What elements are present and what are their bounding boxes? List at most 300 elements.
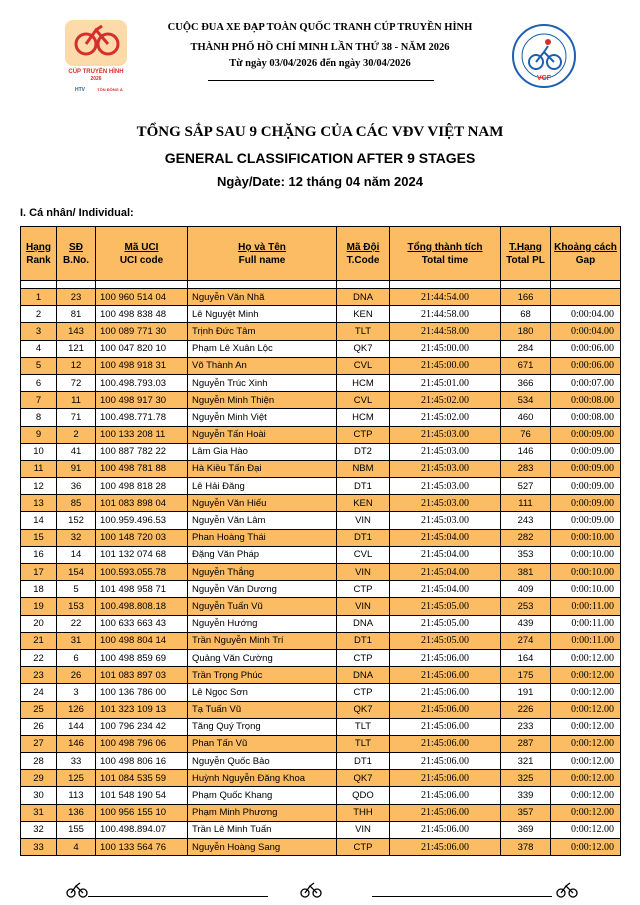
cell-uci-code: 101 083 898 04 — [96, 495, 188, 512]
cell-total-pl: 146 — [501, 443, 551, 460]
cell-total-pl: 353 — [501, 546, 551, 563]
cell-name: Phạm Quốc Khang — [188, 787, 337, 804]
cell-uci-code: 100 133 208 11 — [96, 426, 188, 443]
cell-team-code: TLT — [337, 718, 390, 735]
cell-total-pl: 233 — [501, 718, 551, 735]
cell-gap: 0:00:12.00 — [551, 667, 621, 684]
cell-rank: 7 — [21, 392, 57, 409]
cell-uci-code: 100 498 804 14 — [96, 632, 188, 649]
cell-gap: 0:00:12.00 — [551, 787, 621, 804]
table-row — [21, 667, 621, 684]
cell-team-code: QK7 — [337, 340, 390, 357]
cell-team-code: DT2 — [337, 443, 390, 460]
cell-uci-code: 100 498 859 69 — [96, 649, 188, 666]
cell-total-time: 21:45:02.00 — [390, 409, 501, 426]
cell-bib: 71 — [57, 409, 96, 426]
cell-total-time: 21:45:03.00 — [390, 460, 501, 477]
col-header-total-time: Tổng thành tích Total time — [390, 227, 501, 281]
cell-team-code: DT1 — [337, 478, 390, 495]
cell-rank: 1 — [21, 289, 57, 306]
cell-gap: 0:00:04.00 — [551, 306, 621, 323]
cyclist-icon — [300, 880, 322, 898]
table-row — [21, 512, 621, 529]
cell-bib: 85 — [57, 495, 96, 512]
cell-rank: 13 — [21, 495, 57, 512]
cell-bib: 22 — [57, 615, 96, 632]
cell-name: Trần Nguyễn Minh Trí — [188, 632, 337, 649]
cell-uci-code: 100.593.055.78 — [96, 564, 188, 581]
report-date: Ngày/Date: 12 tháng 04 năm 2024 — [217, 174, 423, 189]
cell-name: Phan Hoàng Thái — [188, 529, 337, 546]
cell-name: Nguyễn Thắng — [188, 564, 337, 581]
cell-bib: 146 — [57, 735, 96, 752]
cell-rank: 9 — [21, 426, 57, 443]
cell-total-pl: 366 — [501, 374, 551, 391]
table-row — [21, 804, 621, 821]
table-row — [21, 409, 621, 426]
logo-left-sponsor: TÔN ĐÔNG Á — [97, 87, 123, 92]
table-row — [21, 821, 621, 838]
cell-total-pl: 111 — [501, 495, 551, 512]
cell-bib: 31 — [57, 632, 96, 649]
cell-total-time: 21:45:05.00 — [390, 598, 501, 615]
cell-uci-code: 100 498 818 28 — [96, 478, 188, 495]
cell-gap: 0:00:08.00 — [551, 392, 621, 409]
cell-gap: 0:00:08.00 — [551, 409, 621, 426]
cell-rank: 8 — [21, 409, 57, 426]
cell-gap: 0:00:06.00 — [551, 357, 621, 374]
table-header-row — [21, 227, 621, 281]
cell-total-pl: 321 — [501, 753, 551, 770]
header-line-2: THÀNH PHỐ HỒ CHÍ MINH LẦN THỨ 38 - NĂM 2026 — [190, 42, 450, 53]
cell-name: Lê Nguyệt Minh — [188, 306, 337, 323]
cup-truyen-hinh-logo — [62, 18, 130, 98]
header-divider — [208, 80, 434, 81]
cell-rank: 26 — [21, 718, 57, 735]
cell-gap: 0:00:06.00 — [551, 340, 621, 357]
cell-team-code: VIN — [337, 598, 390, 615]
cell-total-time: 21:45:03.00 — [390, 478, 501, 495]
cell-total-pl: 527 — [501, 478, 551, 495]
cell-total-time: 21:45:05.00 — [390, 615, 501, 632]
cell-total-time: 21:45:06.00 — [390, 753, 501, 770]
cell-rank: 24 — [21, 684, 57, 701]
cell-gap: 0:00:09.00 — [551, 426, 621, 443]
cell-uci-code: 101 498 958 71 — [96, 581, 188, 598]
cell-name: Tạ Tuấn Vũ — [188, 701, 337, 718]
cell-bib: 41 — [57, 443, 96, 460]
cell-team-code: CVL — [337, 392, 390, 409]
cell-total-pl: 274 — [501, 632, 551, 649]
col-header-name: Họ và Tên Full name — [188, 227, 337, 281]
cell-bib: 33 — [57, 753, 96, 770]
cell-team-code: DNA — [337, 615, 390, 632]
cell-bib: 153 — [57, 598, 96, 615]
cell-gap: 0:00:12.00 — [551, 804, 621, 821]
cell-uci-code: 100 498 918 31 — [96, 357, 188, 374]
cell-team-code: CTP — [337, 581, 390, 598]
cell-rank: 10 — [21, 443, 57, 460]
cell-gap: 0:00:04.00 — [551, 323, 621, 340]
table-row — [21, 839, 621, 856]
cell-gap: 0:00:07.00 — [551, 374, 621, 391]
cell-rank: 5 — [21, 357, 57, 374]
col-header-gap: Khoảng cách Gap — [551, 227, 621, 281]
cell-uci-code: 101 323 109 13 — [96, 701, 188, 718]
cell-total-time: 21:45:05.00 — [390, 632, 501, 649]
cell-team-code: TLT — [337, 323, 390, 340]
cell-team-code: THH — [337, 804, 390, 821]
cell-name: Nguyễn Văn Nhã — [188, 289, 337, 306]
cell-rank: 33 — [21, 839, 57, 856]
cell-total-pl: 180 — [501, 323, 551, 340]
header-line-1: CUỘC ĐUA XE ĐẠP TOÀN QUỐC TRANH CÚP TRUYỀN HÌNH — [167, 22, 473, 33]
cell-name: Huỳnh Nguyễn Đăng Khoa — [188, 770, 337, 787]
cell-name: Phạm Lê Xuân Lộc — [188, 340, 337, 357]
cell-bib: 136 — [57, 804, 96, 821]
table-body — [21, 289, 621, 856]
cell-gap — [551, 289, 621, 306]
cell-bib: 155 — [57, 821, 96, 838]
cell-name: Đặng Văn Pháp — [188, 546, 337, 563]
cell-total-time: 21:45:06.00 — [390, 684, 501, 701]
cell-total-pl: 369 — [501, 821, 551, 838]
vcf-logo-text: VCF — [537, 75, 551, 82]
table-row — [21, 546, 621, 563]
cell-total-pl: 409 — [501, 581, 551, 598]
cell-uci-code: 101 132 074 68 — [96, 546, 188, 563]
cell-name: Trần Trọng Phúc — [188, 667, 337, 684]
cell-uci-code: 101 084 535 59 — [96, 770, 188, 787]
cell-bib: 91 — [57, 460, 96, 477]
cell-name: Nguyễn Tuấn Vũ — [188, 598, 337, 615]
cell-total-pl: 460 — [501, 409, 551, 426]
footer-line-right — [372, 896, 552, 897]
cell-gap: 0:00:12.00 — [551, 821, 621, 838]
table-row — [21, 718, 621, 735]
table-row — [21, 701, 621, 718]
cell-bib: 36 — [57, 478, 96, 495]
logo-left-text: CÚP TRUYỀN HÌNH — [68, 69, 124, 75]
table-row — [21, 392, 621, 409]
cell-name: Quảng Văn Cường — [188, 649, 337, 666]
table-row — [21, 735, 621, 752]
table-row — [21, 598, 621, 615]
cell-rank: 3 — [21, 323, 57, 340]
logo-left-htv: HTV — [75, 87, 85, 93]
cell-name: Trịnh Đức Tâm — [188, 323, 337, 340]
cell-total-time: 21:45:03.00 — [390, 443, 501, 460]
cell-total-time: 21:45:06.00 — [390, 804, 501, 821]
cell-name: Nguyễn Minh Việt — [188, 409, 337, 426]
cell-uci-code: 100 498 806 16 — [96, 753, 188, 770]
cell-total-time: 21:45:04.00 — [390, 564, 501, 581]
cell-name: Nguyễn Tấn Hoài — [188, 426, 337, 443]
cell-team-code: QK7 — [337, 770, 390, 787]
cell-rank: 6 — [21, 374, 57, 391]
cell-team-code: DNA — [337, 667, 390, 684]
cell-total-pl: 378 — [501, 839, 551, 856]
cell-total-time: 21:45:03.00 — [390, 426, 501, 443]
table-row — [21, 426, 621, 443]
cell-rank: 4 — [21, 340, 57, 357]
cell-bib: 121 — [57, 340, 96, 357]
table-row — [21, 649, 621, 666]
cell-team-code: VIN — [337, 512, 390, 529]
cell-rank: 11 — [21, 460, 57, 477]
cell-total-time: 21:44:58.00 — [390, 323, 501, 340]
cell-uci-code: 100.498.808.18 — [96, 598, 188, 615]
col-header-rank: Hạng Rank — [21, 227, 57, 281]
cell-gap: 0:00:12.00 — [551, 684, 621, 701]
cell-total-time: 21:45:06.00 — [390, 667, 501, 684]
cell-uci-code: 100 133 564 76 — [96, 839, 188, 856]
cell-uci-code: 100 047 820 10 — [96, 340, 188, 357]
cell-gap: 0:00:09.00 — [551, 460, 621, 477]
cyclist-icon — [556, 880, 578, 898]
table-row — [21, 460, 621, 477]
cell-total-time: 21:45:03.00 — [390, 512, 501, 529]
cell-rank: 23 — [21, 667, 57, 684]
table-row — [21, 443, 621, 460]
cell-uci-code: 100 089 771 30 — [96, 323, 188, 340]
cell-total-pl: 283 — [501, 460, 551, 477]
cell-team-code: VIN — [337, 821, 390, 838]
cell-total-time: 21:45:06.00 — [390, 735, 501, 752]
cell-rank: 31 — [21, 804, 57, 821]
vcf-logo-rider-head — [545, 39, 551, 45]
header-spacer — [21, 281, 621, 289]
cell-rank: 14 — [21, 512, 57, 529]
cell-uci-code: 101 548 190 54 — [96, 787, 188, 804]
table-row — [21, 495, 621, 512]
cell-gap: 0:00:11.00 — [551, 598, 621, 615]
cell-total-time: 21:45:04.00 — [390, 581, 501, 598]
cell-total-time: 21:45:03.00 — [390, 495, 501, 512]
cell-total-pl: 534 — [501, 392, 551, 409]
cell-name: Nguyễn Trúc Xinh — [188, 374, 337, 391]
cell-name: Tăng Quý Trọng — [188, 718, 337, 735]
cell-bib: 143 — [57, 323, 96, 340]
cell-name: Nguyễn Hướng — [188, 615, 337, 632]
table-row — [21, 684, 621, 701]
cell-gap: 0:00:10.00 — [551, 581, 621, 598]
cell-team-code: CVL — [337, 357, 390, 374]
cell-team-code: DT1 — [337, 529, 390, 546]
title-english: GENERAL CLASSIFICATION AFTER 9 STAGES — [164, 150, 476, 166]
cell-rank: 18 — [21, 581, 57, 598]
cell-uci-code: 100.498.771.78 — [96, 409, 188, 426]
cell-total-time: 21:45:06.00 — [390, 649, 501, 666]
cell-team-code: QK7 — [337, 701, 390, 718]
cell-rank: 19 — [21, 598, 57, 615]
col-header-total-pl: T.Hạng Total PL — [501, 227, 551, 281]
cell-total-time: 21:45:04.00 — [390, 546, 501, 563]
cell-name: Võ Thành An — [188, 357, 337, 374]
cell-bib: 125 — [57, 770, 96, 787]
cell-total-time: 21:45:01.00 — [390, 374, 501, 391]
table-row — [21, 323, 621, 340]
cell-uci-code: 100 148 720 03 — [96, 529, 188, 546]
cell-name: Nguyễn Quốc Bảo — [188, 753, 337, 770]
cell-total-time: 21:44:58.00 — [390, 306, 501, 323]
cell-gap: 0:00:09.00 — [551, 495, 621, 512]
cell-uci-code: 100 498 796 06 — [96, 735, 188, 752]
col-header-bib: SĐ B.No. — [57, 227, 96, 281]
cell-bib: 3 — [57, 684, 96, 701]
cell-total-pl: 671 — [501, 357, 551, 374]
cell-uci-code: 100 633 663 43 — [96, 615, 188, 632]
cell-name: Nguyễn Văn Hiếu — [188, 495, 337, 512]
cell-name: Trần Lê Minh Tuấn — [188, 821, 337, 838]
cell-rank: 32 — [21, 821, 57, 838]
cell-total-time: 21:45:06.00 — [390, 787, 501, 804]
cell-total-pl: 76 — [501, 426, 551, 443]
cell-uci-code: 100 956 155 10 — [96, 804, 188, 821]
cell-gap: 0:00:09.00 — [551, 478, 621, 495]
cell-total-time: 21:45:02.00 — [390, 392, 501, 409]
table-row — [21, 340, 621, 357]
cell-name: Nguyễn Văn Lâm — [188, 512, 337, 529]
cell-total-pl: 282 — [501, 529, 551, 546]
cell-uci-code: 100 498 781 88 — [96, 460, 188, 477]
footer-line-left — [88, 896, 268, 897]
cell-uci-code: 100 796 234 42 — [96, 718, 188, 735]
table-row — [21, 306, 621, 323]
cell-name: Lê Hải Đăng — [188, 478, 337, 495]
cell-uci-code: 100.498.793.03 — [96, 374, 188, 391]
cell-team-code: NBM — [337, 460, 390, 477]
cell-gap: 0:00:12.00 — [551, 718, 621, 735]
cell-total-pl: 439 — [501, 615, 551, 632]
cell-bib: 23 — [57, 289, 96, 306]
cell-bib: 81 — [57, 306, 96, 323]
cell-bib: 4 — [57, 839, 96, 856]
cell-gap: 0:00:11.00 — [551, 632, 621, 649]
cell-total-time: 21:45:06.00 — [390, 701, 501, 718]
table-row — [21, 753, 621, 770]
cyclist-icon — [66, 880, 88, 898]
cell-gap: 0:00:09.00 — [551, 443, 621, 460]
cell-total-time: 21:45:04.00 — [390, 529, 501, 546]
cell-gap: 0:00:12.00 — [551, 701, 621, 718]
cell-bib: 6 — [57, 649, 96, 666]
table-row — [21, 564, 621, 581]
cell-bib: 154 — [57, 564, 96, 581]
cell-rank: 21 — [21, 632, 57, 649]
cell-bib: 72 — [57, 374, 96, 391]
cell-bib: 14 — [57, 546, 96, 563]
cell-rank: 12 — [21, 478, 57, 495]
cell-total-pl: 357 — [501, 804, 551, 821]
logo-left-year: 2026 — [90, 76, 102, 82]
cell-total-pl: 381 — [501, 564, 551, 581]
cell-team-code: CTP — [337, 684, 390, 701]
cell-gap: 0:00:12.00 — [551, 839, 621, 856]
cell-rank: 20 — [21, 615, 57, 632]
table-row — [21, 581, 621, 598]
cell-total-pl: 284 — [501, 340, 551, 357]
cell-bib: 152 — [57, 512, 96, 529]
cell-total-time: 21:44:54.00 — [390, 289, 501, 306]
cell-rank: 29 — [21, 770, 57, 787]
table-row — [21, 478, 621, 495]
cell-bib: 5 — [57, 581, 96, 598]
cell-rank: 17 — [21, 564, 57, 581]
cell-uci-code: 100.498.894.07 — [96, 821, 188, 838]
cell-team-code: KEN — [337, 495, 390, 512]
cell-gap: 0:00:10.00 — [551, 546, 621, 563]
cell-rank: 30 — [21, 787, 57, 804]
cell-total-time: 21:45:06.00 — [390, 821, 501, 838]
cell-team-code: VIN — [337, 564, 390, 581]
table-row — [21, 357, 621, 374]
cell-team-code: HCM — [337, 409, 390, 426]
cell-name: Lâm Gia Hào — [188, 443, 337, 460]
cell-uci-code: 100 136 786 00 — [96, 684, 188, 701]
section-title: I. Cá nhân/ Individual: — [20, 207, 134, 219]
cell-total-pl: 339 — [501, 787, 551, 804]
table-row — [21, 615, 621, 632]
cell-total-pl: 287 — [501, 735, 551, 752]
cell-total-pl: 226 — [501, 701, 551, 718]
cell-bib: 12 — [57, 357, 96, 374]
cell-uci-code: 100 498 917 30 — [96, 392, 188, 409]
cell-total-time: 21:45:06.00 — [390, 718, 501, 735]
cell-uci-code: 100 887 782 22 — [96, 443, 188, 460]
cell-total-pl: 68 — [501, 306, 551, 323]
cell-rank: 27 — [21, 735, 57, 752]
cell-team-code: DT1 — [337, 632, 390, 649]
cell-rank: 28 — [21, 753, 57, 770]
cell-total-pl: 164 — [501, 649, 551, 666]
cell-bib: 2 — [57, 426, 96, 443]
cell-team-code: DT1 — [337, 753, 390, 770]
cell-gap: 0:00:12.00 — [551, 735, 621, 752]
cell-team-code: CTP — [337, 426, 390, 443]
cell-total-pl: 175 — [501, 667, 551, 684]
cell-bib: 144 — [57, 718, 96, 735]
table-row — [21, 632, 621, 649]
cell-name: Phạm Minh Phương — [188, 804, 337, 821]
cell-team-code: CTP — [337, 839, 390, 856]
cell-name: Nguyễn Minh Thiện — [188, 392, 337, 409]
cell-gap: 0:00:10.00 — [551, 529, 621, 546]
cell-team-code: CTP — [337, 649, 390, 666]
cell-total-pl: 325 — [501, 770, 551, 787]
cell-total-pl: 253 — [501, 598, 551, 615]
cell-team-code: CVL — [337, 546, 390, 563]
cell-rank: 2 — [21, 306, 57, 323]
cell-team-code: TLT — [337, 735, 390, 752]
cell-gap: 0:00:12.00 — [551, 649, 621, 666]
cell-total-pl: 243 — [501, 512, 551, 529]
cell-name: Nguyễn Văn Dương — [188, 581, 337, 598]
cell-gap: 0:00:10.00 — [551, 564, 621, 581]
cell-rank: 25 — [21, 701, 57, 718]
cell-uci-code: 100 498 838 48 — [96, 306, 188, 323]
cell-team-code: KEN — [337, 306, 390, 323]
col-header-team: Mã Đội T.Code — [337, 227, 390, 281]
col-header-uci: Mã UCI UCI code — [96, 227, 188, 281]
table-row — [21, 374, 621, 391]
cell-total-pl: 166 — [501, 289, 551, 306]
cell-gap: 0:00:12.00 — [551, 753, 621, 770]
cell-gap: 0:00:09.00 — [551, 512, 621, 529]
classification-table — [20, 226, 621, 856]
cell-bib: 113 — [57, 787, 96, 804]
table-row — [21, 289, 621, 306]
